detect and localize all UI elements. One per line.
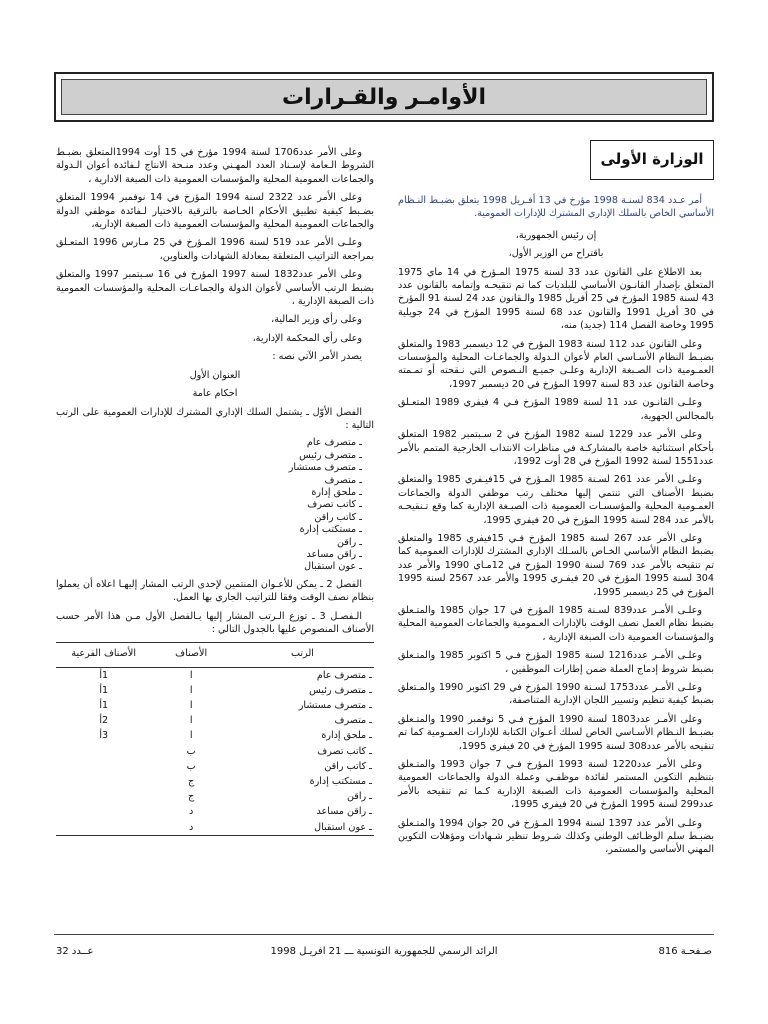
grades-table	[56, 642, 374, 835]
table-row	[56, 667, 374, 683]
table-cell: ـ عون استقبال	[231, 820, 374, 836]
table-header: الرتب	[231, 643, 374, 667]
table-cell: 3أ	[99, 730, 109, 742]
section-banner-inner	[61, 79, 707, 115]
table-cell: د	[189, 806, 194, 818]
body-paragraph: وعلى رأي وزير المالية،	[271, 314, 362, 326]
table-cell: ـ كاتب تصرف	[317, 745, 372, 757]
general-provisions-heading: احكام عامة	[192, 388, 238, 400]
table-cell	[56, 759, 151, 774]
table-cell	[56, 774, 151, 789]
table-row	[56, 744, 374, 759]
body-paragraph: بعد الاطلاع على القانون عدد 33 لسنة 1975 المـؤرخ في 14 ماي 1975 المتعلق بإصدار القانـون الأساسي للبلديات كما تم تنقيحـه وإتمامه بالقانون عدد 43 لسنة 1985 المؤرخ في 25 أفريل 1985 والـقانون عدد 24 لسنة 91 المؤرخ في 30 أفريل 1991 والقانون عدد 68 لسنة 1995 المؤرخ في 24 جويلية 1995 وخاصة الفصل 114 (جديد) منه،	[398, 266, 715, 332]
table-cell: ـ متصرف	[334, 715, 372, 727]
table-row	[56, 805, 374, 820]
table-cell: ا	[189, 700, 193, 712]
table-cell: د	[151, 820, 231, 836]
table-cell: 1أ	[99, 669, 109, 681]
left-paragraphs	[56, 146, 374, 364]
body-paragraph: وعلـى الأمر عدد 519 لسنة 1996 المـؤرخ في 25 مـارس 1996 المتعـلق بمراجعة التراتيب المتعلقة بمعادلة الشهادات والعناوين،	[56, 237, 374, 262]
section-title: الأوامـر والقـرارات	[282, 84, 486, 110]
table-cell: ـ مستكتب إدارة	[309, 776, 372, 788]
body-paragraph: يصدر الأمر الآتي نصه :	[272, 351, 362, 363]
grade-list-item: ـ عون استقبال	[304, 561, 362, 573]
article-1: الفصل الأوّل ـ يشتمل السلك الإداري المشترك للإدارات العمومية على الرتب التالية :	[56, 406, 374, 431]
footer-page-number: صـفحـة 816	[658, 946, 712, 957]
table-cell: ج	[188, 776, 195, 788]
body-paragraph: وعلى الأمر عدد 267 لسنة 1985 المؤرخ فـي 15فيفري 1985 والمتعلق بضبط النظام الأساسي الخـاص بالسـلك الإداري المشترك للإدارات العمومية كما تم تنقيحه بالأمر عدد 769 لسنة 1990 المؤرخ في 12مـاي 1990 والأمر عدد 304 لسنة 1995 المؤرخ في 20 فيفـري 1995 والأمر عدد 2567 لسنة 1995 المؤرخ في 25 ديسمبر 1995،	[398, 532, 715, 598]
table-cell	[56, 805, 151, 820]
body-paragraph: وعلى الأمر عدد 2322 لسنة 1994 المؤرخ في 14 نوفمبر 1994 المتعلق بضـبط كيفية تطبيق الأحكام الخـاصة بالترقية بالاختيار لـفائدة موظفي الدولة والجماعات العمومية المحلية والمؤسسات العمومية ذات الصبغة الإدارية،	[56, 192, 374, 231]
grade-list-item: ـ متصرف رئيس	[299, 449, 362, 461]
body-paragraph: وعلـى الأمـر عدد1753 لسـنة 1990 المؤرخ في 29 اكتوبر 1990 والمـتعلق بضبط كيفية تنظيم وتسيير اللجان الإدارية المتناصفة،	[398, 682, 714, 707]
body-paragraph: وعلى رأي المحكمة الإدارية،	[252, 332, 362, 344]
table-cell: 2أ	[99, 715, 109, 727]
table-header: الأصناف	[151, 643, 231, 667]
table-cell: ـ كاتب راقن	[324, 760, 372, 772]
table-cell: ـ متصرف رئيس	[309, 684, 372, 696]
footer-divider	[54, 934, 714, 935]
grade-list-item: ـ كاتب تصرف	[307, 499, 362, 511]
table-cell: ـ راقن	[346, 791, 372, 803]
table-cell: ـ راقن مساعد	[316, 806, 372, 818]
grade-list-item: ـ متصرف	[324, 474, 362, 486]
section-banner	[54, 72, 714, 122]
grade-list-item: ـ متصرف مستشار	[288, 462, 362, 474]
body-paragraph: وعلى القانون عدد 112 لسنة 1983 المؤرخ في 12 ديسمبر 1983 والمتعلق بضبـط النظام الأسـاسي العام لأعوان الـدولة والجماعـات المحلية والمؤسسات العمـومية ذات الصـبغة الإدارية وعلـى جميـع النـصوص التي نـقحته أو تمـمته وخاصة القانون عدد 83 لسنة 1997 المؤرخ في 20 ديسمبر 1997،	[398, 338, 714, 390]
article-2: الفصل 2 ـ يمكن للأعـوان المنتمين لإحدى الرتب المشار إليهـا اعلاه أن يعملوا بنظام نصف الوقت وفقا للتراتيب الجاري بها العمل.	[56, 578, 374, 604]
table-row	[56, 683, 374, 698]
table-cell: ـ ملحق إدارة	[321, 730, 372, 742]
grades-list	[56, 437, 374, 573]
table-cell: 1أ	[99, 700, 109, 712]
table-header-row	[56, 643, 374, 667]
grade-list-item: ـ راقن مساعد	[306, 548, 362, 560]
left-column	[56, 146, 374, 836]
ministry-heading: الوزارة الأولى	[590, 140, 714, 180]
article-3: الـفصـل 3 ـ توزع الـرتب المشار إليها بـالفصل الأول مـن هذا الأمر حسب الأصناف المنصوص عليها بالجدول التالي :	[56, 610, 374, 635]
body-paragraph: وعلى الأمر عدد1220 لسنة 1993 المؤرخ فـي 7 جوان 1993 والمتـعلق بتنظيم التكوين المستمر لفائدة موظفـي وعملة الدولة والجماعات العمومية المحلية والمؤسسات العمومية ذات الصبغة الإدارية كـما تم تنقيحه بالأمر عدد299 لسنة 1995 المؤرخ في 20 فيفري 1995،	[398, 759, 714, 811]
right-paragraphs	[398, 229, 714, 857]
table-row	[56, 698, 374, 713]
grade-list-item: ـ متصرف عام	[306, 437, 362, 449]
table-row	[56, 759, 374, 774]
table-cell: ـ متصرف مستشار	[298, 700, 372, 712]
right-column	[398, 140, 714, 862]
decree-title: أمر عـدد 834 لسنـة 1998 مؤرخ في 13 أفـريل 1998 يتعلق بضبـط النـظام الأساسي الخاص بالسلك الإداري المشترك للإدارات العمومية.	[398, 195, 714, 220]
body-paragraph: وعلى الأمر عدد1832 لسنة 1997 المؤرخ في 16 سـبتمبر 1997 والمتعلق بضبط الرتب الأساسي لأعوان الدولة والجماعـات المحلية والمؤسسات العمومية ذات الصبغة الإدارية ،	[56, 269, 374, 308]
table-cell: ا	[189, 730, 193, 742]
table-cell	[56, 820, 151, 836]
table-cell	[56, 789, 151, 804]
table-cell: 1أ	[99, 684, 109, 696]
table-row	[56, 820, 374, 836]
body-paragraph: وعلى الأمر عدد1706 لسنة 1994 مؤرخ في 15 أوت 1994المتعلق بضبـط الشروط الـعامة لإسـناد العدد المهـني وعدد منـحة الانتاج لـفائدة أعوان الـدولة والجماعات العمومية المحلية والمؤسسات العمومية ذات الصبغة الادارية ،	[56, 147, 374, 185]
table-row	[56, 713, 374, 728]
footer-issue-number: عــدد 32	[56, 946, 94, 957]
table-cell: ب	[186, 745, 196, 757]
body-paragraph: وعلـى القانـون عدد 11 لسنة 1989 المؤرخ فـي 4 فيفري 1989 المتعـلق بالمجالس الجهوية،	[398, 397, 714, 422]
title-heading: العنوان الأول	[189, 369, 241, 381]
body-paragraph: باقتراح من الوزير الأول،	[508, 248, 604, 260]
table-cell: ج	[188, 791, 195, 803]
table-row	[56, 729, 374, 744]
table-cell: ا	[189, 684, 193, 696]
body-paragraph: وعلـى الأمر عدد 1397 لسنة 1994 المـؤرخ في 20 جوان 1994 والمتـعلق بضبـط سلم الوظـائف الوطني وكذلك شـروط تنظير شـهادات ومؤهلات التكوين المهني الأساسي والمستمر،	[398, 817, 714, 856]
grade-list-item: ـ مستكتب إدارة	[299, 524, 362, 536]
body-paragraph: وعلـى الأمـر عدد839 لسـنة 1985 المؤرخ في 17 جوان 1985 والمتـعلق بضبط نظام العمل نصف الوقت بالإدارات العـمومية والجماعات العمومية المحلية والمؤسسات العمومية ذات الصبغة الإدارية ،	[398, 604, 714, 643]
grade-list-item: ـ كاتب راقن	[314, 511, 362, 523]
body-paragraph: وعلى الأمـر عدد1803 لسنة 1990 المؤرخ فـي 5 نوفمبر 1990 والمتـعلق بضبـط النـظام الأسـاسي الخاص لسلك أعـوان الكتابة للإدارات العمـومية كما تم تنقيحه بالأمر عدد308 لسنة 1995 المؤرخ في 20 فيفري 1995،	[398, 713, 714, 752]
table-cell: ا	[189, 669, 193, 681]
body-paragraph: وعلـى الأمر عدد 261 لسـنة 1985 المـؤرخ في 15فيـفري 1985 والمتعلق بضبط الأصناف التي تنتمي إليها مختلف رتب موظفي الدولة والجماعات العمـومية المحلية والمؤسسـات العمومية ذات الصبـغة الإدارية كما وقع تـنقيحـه بالأمر عدد 284 لسنة 1995 المؤرخ في 20 فيفري 1995،	[398, 474, 714, 526]
grade-list-item: ـ ملحق إدارة	[311, 486, 362, 498]
body-paragraph: وعلـى الأمـر عدد1216 لسنة 1985 المؤرخ فـي 5 اكتوبر 1985 والمتـعلق بضبط شروط إدماج العملة ضمن إطارات الموظفين ،	[398, 650, 714, 675]
table-row	[56, 774, 374, 789]
grade-list-item: ـ راقن	[336, 536, 362, 548]
table-cell: ب	[186, 760, 196, 772]
body-paragraph: إن رئيس الجمهورية،	[515, 229, 597, 241]
table-cell: ـ متصرف عام	[316, 669, 372, 681]
body-paragraph: وعلى الأمر عدد 1229 لسنة 1982 المؤرخ في 2 سـبتمبر 1982 المتعلق بأحكام استثنائية خاصة بالمشاركـة في مناظرات الانتداب الخارجية المتمم بالأمر عدد1551 لسنة 1992 المؤرخ في 28 أوت 1992،	[398, 429, 714, 467]
footer-gazette-title: الرائد الرسمي للجمهورية التونسية ـــ 21 افريـل 1998	[270, 946, 498, 957]
table-header: الأصناف الفرعية	[56, 643, 151, 667]
table-row	[56, 789, 374, 804]
table-cell	[56, 744, 151, 759]
table-cell: ا	[189, 715, 193, 727]
